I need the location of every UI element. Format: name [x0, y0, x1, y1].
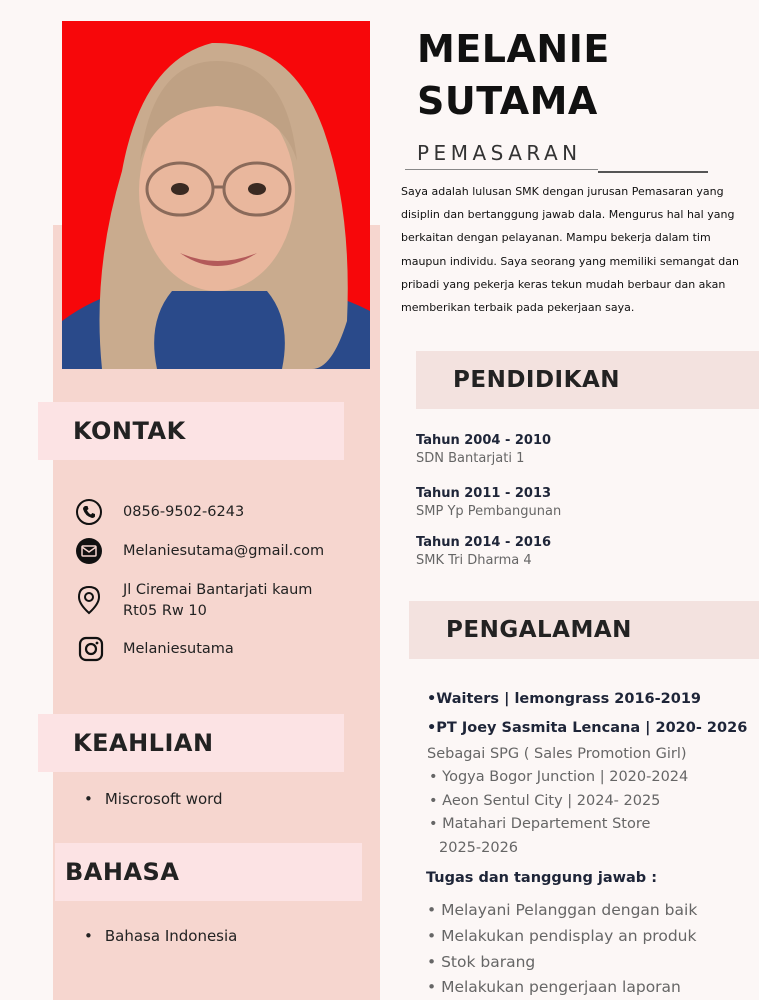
- store-item-years: 2025-2026: [439, 840, 519, 856]
- bahasa-item: • Bahasa Indonesia: [84, 927, 237, 945]
- instagram-icon: [77, 635, 105, 663]
- job-role: PEMASARAN: [417, 141, 582, 165]
- location-pin-icon: [75, 586, 103, 614]
- duties-heading: Tugas dan tanggung jawab :: [426, 870, 658, 886]
- store-item: • Aeon Sentul City | 2024- 2025: [429, 793, 661, 809]
- duty-item: • Melakukan pengerjaan laporan: [427, 978, 681, 996]
- role-divider: [598, 171, 708, 173]
- education-item: [416, 534, 551, 569]
- duty-item: • Melayani Pelanggan dengan baik: [427, 901, 698, 919]
- education-school: SMP Yp Pembangunan: [416, 504, 562, 519]
- education-item: [416, 432, 551, 467]
- pengalaman-heading: PENGALAMAN: [446, 617, 632, 643]
- education-item: [416, 485, 561, 520]
- contact-phone: [75, 498, 244, 526]
- education-year: Tahun 2004 - 2010: [416, 433, 552, 448]
- keahlian-heading: KEAHLIAN: [73, 729, 214, 757]
- profile-photo: [62, 21, 370, 369]
- pengalaman-heading-bar: [409, 601, 759, 659]
- store-item: • Matahari Departement Store: [429, 816, 651, 832]
- education-school: SMK Tri Dharma 4: [416, 553, 532, 568]
- phone-number: 0856-9502-6243: [123, 503, 245, 520]
- keahlian-heading-bar: [38, 714, 344, 772]
- name-line-1: MELANIE: [417, 27, 610, 71]
- contact-instagram: [77, 635, 234, 663]
- duty-item: • Melakukan pendisplay an produk: [427, 927, 697, 945]
- store-item: • Yogya Bogor Junction | 2020-2024: [429, 769, 689, 785]
- email-icon: [75, 537, 103, 565]
- pendidikan-heading-bar: [416, 351, 759, 409]
- email-address: Melaniesutama@gmail.com: [123, 542, 325, 559]
- address-line-2: Rt05 Rw 10: [123, 603, 207, 619]
- contact-address: [75, 580, 312, 622]
- keahlian-item: • Miscrosoft word: [84, 790, 223, 808]
- instagram-handle: Melaniesutama: [123, 640, 234, 657]
- job-description: Sebagai SPG ( Sales Promotion Girl): [427, 746, 687, 762]
- pendidikan-heading: PENDIDIKAN: [453, 367, 620, 393]
- kontak-heading-bar: [38, 402, 344, 460]
- address-line-1: Jl Ciremai Bantarjati kaum: [123, 582, 313, 598]
- kontak-heading: KONTAK: [73, 417, 186, 445]
- phone-icon: [75, 498, 103, 526]
- role-underline: [405, 169, 598, 170]
- education-year: Tahun 2011 - 2013: [416, 486, 552, 501]
- job-item: •Waiters | lemongrass 2016-2019: [427, 691, 701, 707]
- bahasa-heading: BAHASA: [65, 858, 180, 886]
- education-school: SDN Bantarjati 1: [416, 451, 525, 466]
- job-item: •PT Joey Sasmita Lencana | 2020- 2026: [427, 720, 748, 736]
- bahasa-heading-bar: [55, 843, 362, 901]
- education-year: Tahun 2014 - 2016: [416, 535, 552, 550]
- name-line-2: SUTAMA: [417, 79, 598, 123]
- profile-summary: Saya adalah lulusan SMK dengan jurusan Pemasaran yang disiplin dan bertanggung jawab dala. Mengurus hal hal yang berkaitan dengan pelayanan. Mampu bekerja dalam tim maupun individu. Saya seorang yang memiliki semangat dan pribadi yang pekerja keras tekun mudah berbaur dan akan memberikan terbaik pada pekerjaan saya.: [401, 185, 739, 315]
- duty-item: • Stok barang: [427, 953, 536, 971]
- contact-email: [75, 537, 324, 565]
